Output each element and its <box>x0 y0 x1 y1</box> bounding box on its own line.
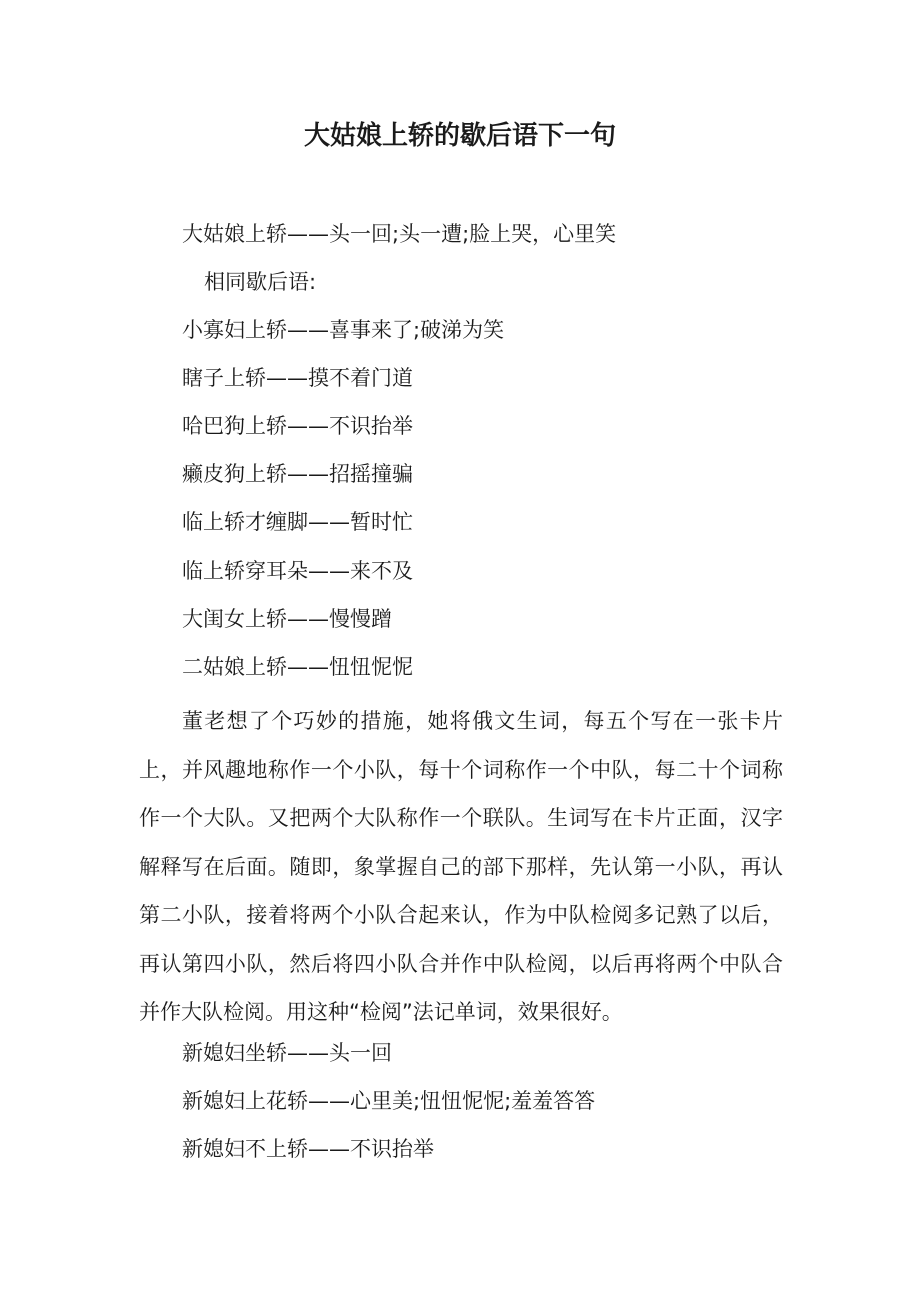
saying-line: 瞎子上轿——摸不着门道 <box>182 366 413 390</box>
saying-line: 二姑娘上轿——忸忸怩怩 <box>182 655 413 679</box>
saying-line: 大姑娘上轿——头一回;头一遭;脸上哭，心里笑 <box>182 222 617 246</box>
saying-line: 临上轿穿耳朵——来不及 <box>182 559 413 583</box>
saying-line: 新媳妇上花轿——心里美;忸忸怩怩;羞羞答答 <box>182 1089 596 1113</box>
saying-line: 哈巴狗上轿——不识抬举 <box>182 414 413 438</box>
saying-line: 临上轿才缠脚——暂时忙 <box>182 510 413 534</box>
saying-line: 大闺女上轿——慢慢蹭 <box>182 607 392 631</box>
section-label: 相同歇后语: <box>204 270 317 294</box>
saying-line: 小寡妇上轿——喜事来了;破涕为笑 <box>182 318 505 342</box>
saying-line: 新媳妇不上轿——不识抬举 <box>182 1137 434 1161</box>
saying-line: 新媳妇坐轿——头一回 <box>182 1041 392 1065</box>
body-paragraph: 董老想了个巧妙的措施，她将俄文生词，每五个写在一张卡片上，并风趣地称作一个小队，每十个词称作一个中队，每二十个词称作一个大队。又把两个大队称作一个联队。生词写在卡片正面，汉字解释写在后面。随即，象掌握自己的部下那样，先认第一小队，再认第二小队，接着将两个小队合起来认，作为中队检阅多记熟了以后，再认第四小队，然后将四小队合并作中队检阅，以后再将两个中队合并作大队检阅。用这种“检阅”法记单词，效果很好。 <box>139 709 783 1024</box>
saying-line: 癞皮狗上轿——招摇撞骗 <box>182 462 413 486</box>
document-title: 大姑娘上轿的歇后语下一句 <box>303 121 616 151</box>
